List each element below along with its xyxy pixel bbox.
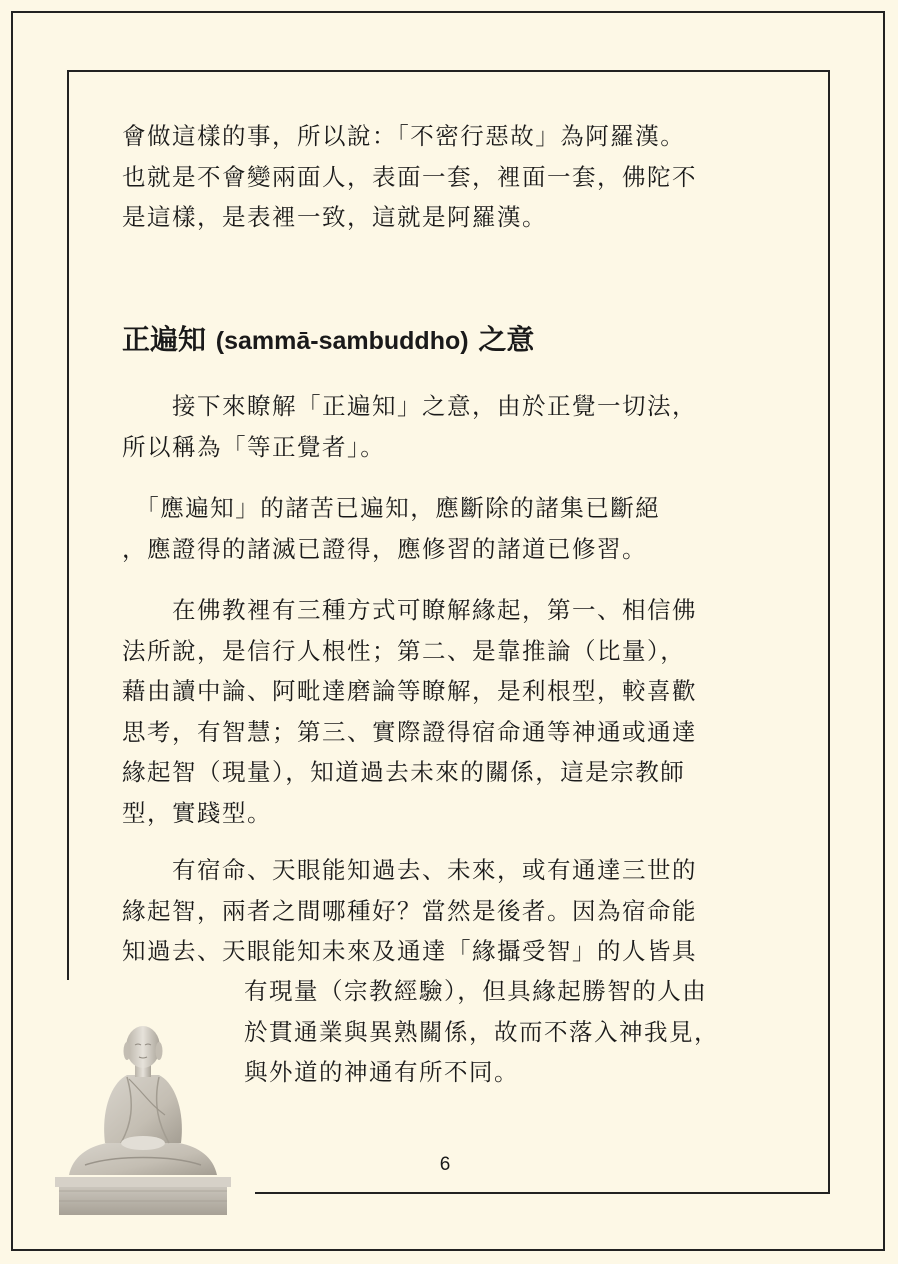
heading-pali-term: (sammā-sambuddho): [215, 327, 469, 355]
text-line: 有宿命、天眼能知過去、未來，或有通達三世的: [122, 856, 697, 884]
text-line: 接下來瞭解「正遍知」之意，由於正覺一切法，: [122, 392, 697, 420]
paragraph-2: [122, 488, 660, 569]
buddha-statue-image: [55, 1015, 231, 1215]
text-line: 知過去、天眼能知未來及通達「緣攝受智」的人皆具: [122, 937, 697, 965]
text-line: 思考，有智慧；第三、實際證得宿命通等神通或通達: [122, 717, 697, 746]
section-heading: [122, 318, 534, 358]
text-line: 也就是不會變兩面人，表面一套，裡面一套，佛陀不: [122, 162, 697, 191]
text-line: 與外道的神通有所不同。: [244, 1058, 519, 1086]
text-line: 於貫通業與異熟關係，故而不落入神我見，: [244, 1017, 719, 1046]
text-line: 在佛教裡有三種方式可瞭解緣起，第一、相信佛: [122, 596, 697, 624]
paragraph-3: [122, 590, 697, 833]
paragraph-1: [122, 386, 697, 467]
page-number: 6: [439, 1154, 451, 1175]
text-line: 緣起智，兩者之間哪種好？當然是後者。因為宿命能: [122, 896, 697, 925]
text-line: 是這樣，是表裡一致，這就是阿羅漢。: [122, 203, 547, 231]
paragraph-4: [122, 850, 697, 972]
heading-chinese-prefix: 正遍知: [122, 323, 207, 356]
text-line: 型，實踐型。: [122, 798, 272, 827]
text-line: 有現量（宗教經驗），但具緣起勝智的人由: [244, 977, 708, 1005]
text-line: 緣起智（現量），知道過去未來的關係，這是宗教師: [122, 758, 686, 786]
text-line: ，應證得的諸滅已證得，應修習的諸道已修習。: [122, 534, 647, 563]
heading-chinese-suffix: 之意: [478, 323, 535, 356]
text-line: 藉由讀中論、阿毗達磨論等瞭解，是利根型，較喜歡: [122, 677, 697, 705]
text-line: 會做這樣的事，所以說：「不密行惡故」為阿羅漢。: [122, 122, 686, 150]
intro-text: [122, 116, 697, 238]
text-line: 所以稱為「等正覺者」。: [122, 432, 386, 461]
text-line: 法所說，是信行人根性；第二、是靠推論（比量），: [122, 636, 686, 665]
text-line: 「應遍知」的諸苦已遍知，應斷除的諸集已斷絕: [122, 494, 661, 522]
paragraph-4-indented: [244, 971, 719, 1093]
